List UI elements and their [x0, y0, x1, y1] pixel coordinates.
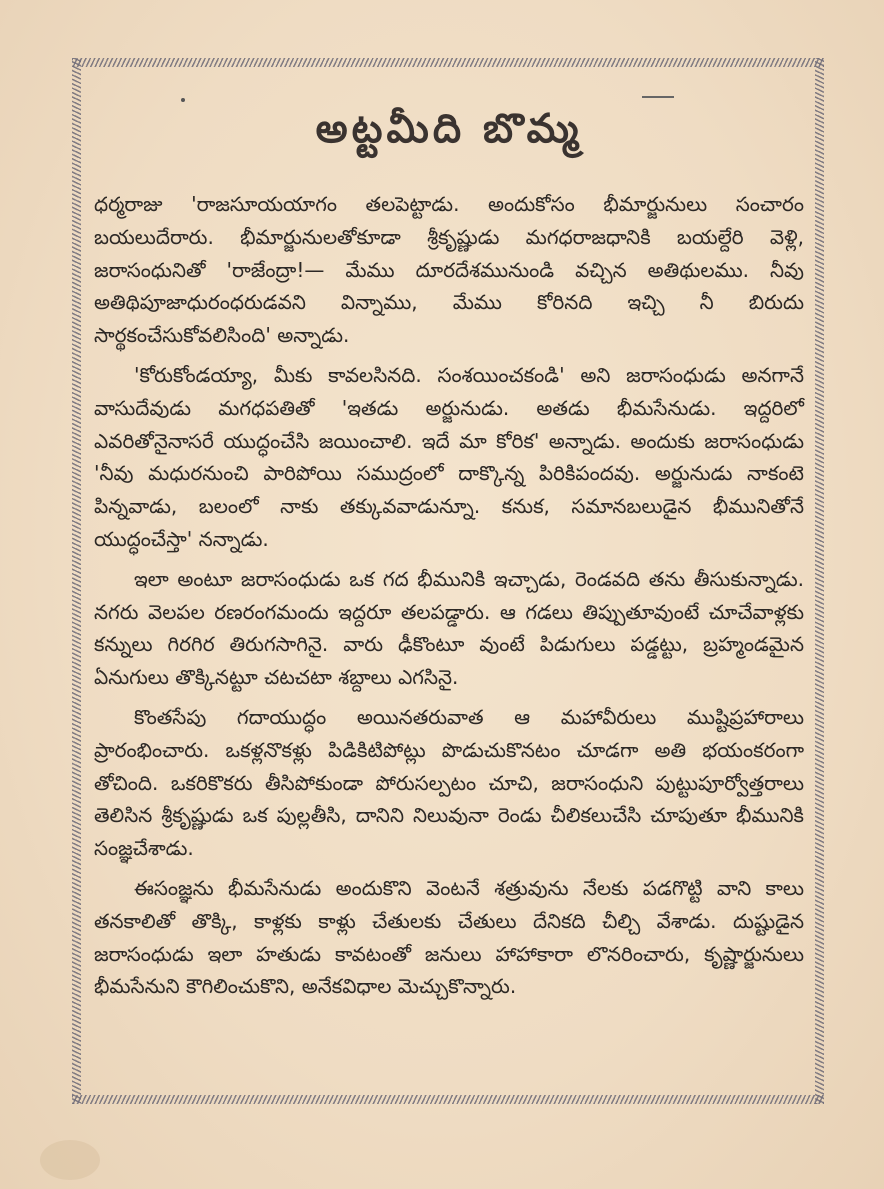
decorative-frame [72, 58, 824, 1104]
frame-top-border [72, 58, 824, 67]
title-ornament-dash [642, 96, 674, 98]
paragraph-4: కొంతసేపు గదాయుద్ధం అయినతరువాత ఆ మహావీరులు ముష్టిప్రహారాలు ప్రారంభించారు. ఒకళ్లనొకళ్లు పిడికిటిపోట్లు పొడుచుకొనటం చూడగా అతి భయంకరంగా తోచింది. ఒకరికొకరు తీసిపోకుండా పోరుసల్పటం చూచి, జరాసంధుని పుట్టుపూర్వోత్తరాలు తెలిసిన శ్రీకృష్ణుడు ఒక పుల్లతీసి, దానిని నిలువునా రెండు చీలికలుచేసి చూపుతూ భీమునికి సంజ్ఞచేశాడు. [94, 704, 804, 861]
paragraph-5: ఈసంజ్ఞను భీమసేనుడు అందుకొని వెంటనే శత్రువును నేలకు పడగొట్టి వాని కాలు తనకాలితో తొక్కి, కాళ్లకు కాళ్లు చేతులకు చేతులు దేనికది చీల్చి వేశాడు. దుష్టుడైన జరాసంధుడు ఇలా హతుడు కావటంతో జనులు హాహాకారా లొనరించారు, కృష్ణార్జునులు భీమసేనుని కౌగిలించుకొని, అనేకవిధాల మెచ్చుకొన్నారు. [94, 875, 804, 999]
frame-right-border [815, 58, 824, 1104]
title-ornament-dot [181, 98, 185, 102]
page-title: అట్టమీది బొమ్మ [315, 106, 583, 152]
story-content [94, 106, 804, 1084]
frame-bottom-border [72, 1095, 824, 1104]
paper-stain [40, 1140, 100, 1180]
paragraph-3: ఇలా అంటూ జరాసంధుడు ఒక గద భీమునికి ఇచ్చాడు, రెండవది తను తీసుకున్నాడు. నగరు వెలపల రణరంగమందు ఇద్దరూ తలపడ్డారు. ఆ గడలు తిప్పుతూవుంటే చూచేవాళ్లకు కన్నులు గిరగిర తిరుగసాగినై. వారు ఢీకొంటూ వుంటే పిడుగులు పడ్డట్టు, బ్రహ్మండమైన ఏనుగులు తొక్కినట్టూ చటచటా శబ్దాలు ఎగసినై. [94, 566, 804, 690]
paragraph-2: 'కోరుకోండయ్యా, మీకు కావలసినది. సంశయించకండి' అని జరాసంధుడు అనగానే వాసుదేవుడు మగధపతితో 'ఇతడు అర్జునుడు. అతడు భీమసేనుడు. ఇద్దరిలో ఎవరితోనైనాసరే యుద్ధంచేసి జయించాలి. ఇదే మా కోరిక' అన్నాడు. అందుకు జరాసంధుడు 'నీవు మధురనుంచి పారిపోయి సముద్రంలో దాక్కొన్న పిరికిపందవు. అర్జునుడు నాకంటె పిన్నవాడు, బలంలో నాకు తక్కువవాడున్నూ. కనుక, సమానబలుడైన భీమునితోనే యుద్ధంచేస్తా' నన్నాడు. [94, 362, 804, 551]
frame-left-border [72, 58, 81, 1104]
paragraph-1: ధర్మరాజు 'రాజసూయయాగం తలపెట్టాడు. అందుకోసం భీమార్జునులు సంచారం బయలుదేరారు. భీమార్జునులతోకూడా శ్రీకృష్ణుడు మగధరాజధానికి బయల్దేరి వెళ్లి, జరాసంధునితో 'రాజేంద్రా!— మేము దూరదేశమునుండి వచ్చిన అతిథులము. నీవు అతిథిపూజాధురంధరుడవని విన్నాము, మేము కోరినది ఇచ్చి నీ బిరుదు సార్థకంచేసుకోవలిసింది' అన్నాడు. [94, 192, 804, 348]
